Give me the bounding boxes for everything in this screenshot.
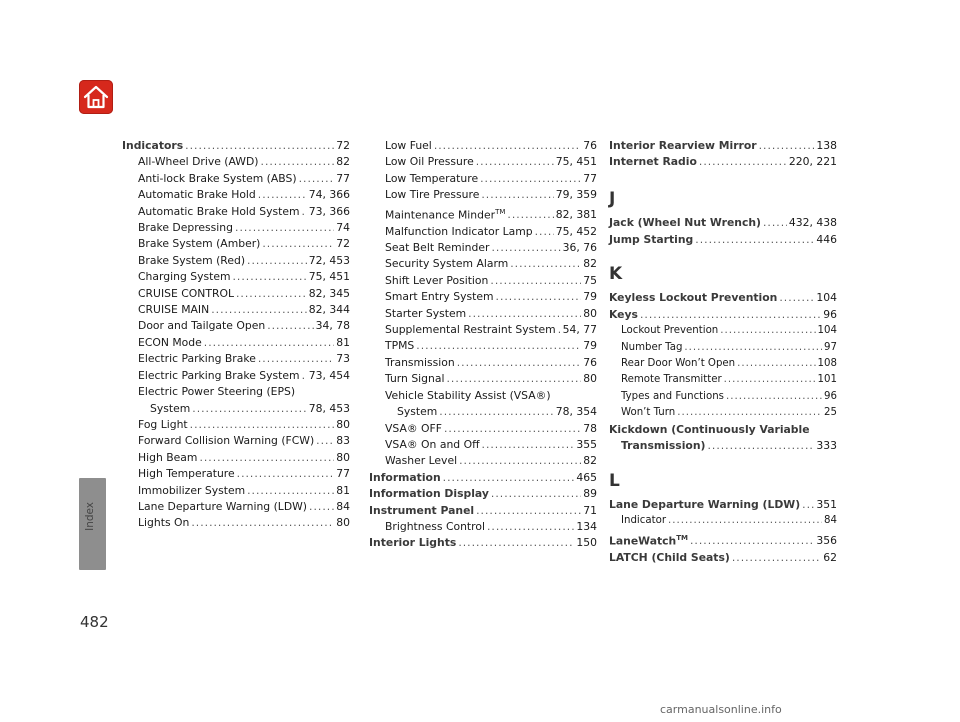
entry-term: Types and Functions xyxy=(621,390,724,402)
page-reference[interactable]: 74 xyxy=(336,221,350,235)
index-subentry[interactable] xyxy=(369,240,597,256)
index-subentry[interactable] xyxy=(122,171,350,187)
page-reference[interactable]: 82 xyxy=(583,257,597,271)
watermark: carmanualsonline.info xyxy=(660,703,782,716)
index-subentry[interactable] xyxy=(122,450,350,466)
index-entry[interactable] xyxy=(369,503,597,519)
index-subentry[interactable] xyxy=(369,256,597,272)
leader-dots xyxy=(459,453,581,469)
index-column-2 xyxy=(369,138,597,552)
index-subentry[interactable] xyxy=(122,515,350,531)
page-reference[interactable]: 79 xyxy=(583,339,597,353)
page-reference[interactable]: 220, 221 xyxy=(788,155,837,169)
index-subentry[interactable] xyxy=(122,204,350,220)
entry-term: Smart Entry System xyxy=(385,290,494,304)
entry-term: Lockout Prevention xyxy=(621,325,719,337)
entry-term: High Beam xyxy=(138,450,198,464)
entry-term: Electric Parking Brake xyxy=(138,352,256,366)
leader-dots xyxy=(535,224,554,240)
entry-term: Turn Signal xyxy=(385,372,445,386)
index-subentry[interactable] xyxy=(369,519,597,535)
leader-dots xyxy=(732,550,821,566)
page-reference[interactable]: 82 xyxy=(336,155,350,169)
page-reference[interactable]: 80 xyxy=(336,516,350,530)
entry-term: Keyless Lockout Prevention xyxy=(609,291,778,305)
index-subentry[interactable] xyxy=(369,273,597,289)
index-subentry[interactable] xyxy=(122,187,350,203)
entry-term: Indicator xyxy=(621,515,667,527)
index-subentry[interactable] xyxy=(122,483,350,499)
entry-term: Number Tag xyxy=(621,341,683,353)
trademark-mark: TM xyxy=(495,207,506,216)
page-reference[interactable]: 89 xyxy=(583,487,597,501)
index-subentry[interactable] xyxy=(369,187,597,203)
entry-term: Kickdown (Continuously Variable xyxy=(609,422,810,436)
leader-dots xyxy=(487,519,574,535)
page-reference[interactable]: 77 xyxy=(583,171,597,185)
page-reference[interactable]: 76 xyxy=(583,139,597,152)
section-letter: L xyxy=(609,470,620,491)
leader-dots xyxy=(726,389,822,405)
entry-term: Rear Door Won’t Open xyxy=(621,358,736,370)
leader-dots xyxy=(482,437,575,453)
index-subentry[interactable] xyxy=(369,404,597,420)
entry-term: Vehicle Stability Assist (VSA®) xyxy=(385,388,551,402)
index-subentry[interactable] xyxy=(609,405,837,421)
leader-dots xyxy=(247,483,334,499)
entry-term: Electric Power Steering (EPS) xyxy=(138,385,296,399)
leader-dots xyxy=(510,256,581,272)
page-reference[interactable]: 75, 452 xyxy=(555,224,597,238)
page-reference[interactable]: 82 xyxy=(583,454,597,468)
leader-dots xyxy=(192,401,307,417)
leader-dots xyxy=(247,253,307,269)
leader-dots xyxy=(763,215,787,231)
page-reference[interactable]: 73, 366 xyxy=(308,204,350,218)
index-entry[interactable] xyxy=(369,486,597,502)
page-reference[interactable]: 78, 453 xyxy=(308,401,350,415)
leader-dots xyxy=(211,302,307,318)
index-subentry[interactable] xyxy=(369,171,597,187)
entry-term: Brake System (Red) xyxy=(138,253,246,267)
entry-term: Lights On xyxy=(138,516,190,530)
index-subentry[interactable] xyxy=(609,323,837,339)
entry-term: Low Temperature xyxy=(385,171,479,185)
leader-dots xyxy=(677,405,822,421)
leader-dots xyxy=(301,204,306,220)
leader-dots xyxy=(480,171,581,187)
index-entry xyxy=(609,422,837,438)
entry-term: Interior Lights xyxy=(369,536,457,550)
page-reference[interactable]: 96 xyxy=(824,390,837,402)
index-subentry[interactable] xyxy=(122,499,350,515)
index-subentry[interactable] xyxy=(369,138,597,154)
page-reference[interactable]: 25 xyxy=(824,407,837,419)
page-reference[interactable]: 82, 344 xyxy=(308,303,350,317)
entry-term: ECON Mode xyxy=(138,335,202,349)
page-reference[interactable]: 79 xyxy=(583,290,597,304)
index-subentry[interactable] xyxy=(369,224,597,240)
leader-dots xyxy=(235,220,334,236)
page-reference[interactable]: 74, 366 xyxy=(308,188,350,202)
leader-dots xyxy=(258,351,334,367)
page-reference[interactable]: 76 xyxy=(583,355,597,369)
page-reference[interactable]: 96 xyxy=(823,307,837,321)
leader-dots xyxy=(434,138,581,154)
entry-term: Anti-lock Brake System (ABS) xyxy=(138,171,297,185)
entry-term: Security System Alarm xyxy=(385,257,509,271)
page-reference[interactable]: 356 xyxy=(816,534,837,548)
leader-dots xyxy=(261,154,335,170)
page-reference[interactable]: 72, 453 xyxy=(308,253,350,267)
entry-term: CRUISE MAIN xyxy=(138,303,210,317)
index-subentry[interactable] xyxy=(369,338,597,354)
entry-term: Immobilizer System xyxy=(138,483,246,497)
leader-dots xyxy=(690,533,814,549)
page-reference[interactable]: 73 xyxy=(336,352,350,366)
leader-dots xyxy=(267,318,313,334)
leader-dots xyxy=(199,450,334,466)
page-reference[interactable]: 36, 76 xyxy=(562,241,597,255)
index-entry[interactable] xyxy=(609,215,837,231)
leader-dots xyxy=(443,470,575,486)
leader-dots xyxy=(668,513,822,529)
leader-dots xyxy=(724,372,816,388)
index-subentry[interactable] xyxy=(122,302,350,318)
page-reference[interactable]: 446 xyxy=(816,232,837,246)
leader-dots xyxy=(190,417,335,433)
index-subentry[interactable] xyxy=(609,356,837,372)
page-reference[interactable]: 78, 354 xyxy=(555,405,597,419)
index-entry[interactable] xyxy=(609,530,837,550)
leader-dots xyxy=(802,497,814,513)
leader-dots xyxy=(204,335,334,351)
index-subentry[interactable] xyxy=(122,351,350,367)
leader-dots xyxy=(707,438,814,454)
page-reference[interactable]: 77 xyxy=(336,171,350,185)
index-subentry[interactable] xyxy=(609,340,837,356)
trademark-mark: TM xyxy=(676,533,688,542)
entry-term: All-Wheel Drive (AWD) xyxy=(138,155,259,169)
index-entry[interactable] xyxy=(369,470,597,486)
index-subentry[interactable] xyxy=(122,236,350,252)
index-subentry[interactable] xyxy=(122,154,350,170)
entry-term: Brightness Control xyxy=(385,519,485,533)
page-reference[interactable]: 134 xyxy=(576,519,597,533)
index-subentry[interactable] xyxy=(609,389,837,405)
index-subentry[interactable] xyxy=(609,513,837,529)
entry-term: Won’t Turn xyxy=(621,407,676,419)
entry-term: Information xyxy=(369,470,441,484)
index-subentry xyxy=(369,388,597,404)
page-reference[interactable]: 81 xyxy=(336,335,350,349)
page-reference[interactable]: 150 xyxy=(576,536,597,550)
section-letter: K xyxy=(609,264,623,285)
leader-dots xyxy=(759,138,815,154)
entry-term: Electric Parking Brake System xyxy=(138,368,300,382)
index-subentry[interactable] xyxy=(122,368,350,384)
entry-term: LaneWatch™ xyxy=(609,533,688,548)
leader-dots xyxy=(316,433,334,449)
page-reference[interactable]: 77 xyxy=(336,467,350,481)
entry-term: Low Oil Pressure xyxy=(385,155,474,169)
page-reference[interactable]: 83 xyxy=(336,434,350,448)
leader-dots xyxy=(490,273,581,289)
index-subentry[interactable] xyxy=(369,306,597,322)
entry-term: Internet Radio xyxy=(609,155,697,169)
entry-term: High Temperature xyxy=(138,467,235,481)
entry-term: LATCH (Child Seats) xyxy=(609,550,730,564)
page-reference[interactable]: 80 xyxy=(336,417,350,431)
index-entry[interactable] xyxy=(609,232,837,248)
page-reference[interactable]: 78 xyxy=(583,421,597,435)
entry-term: Door and Tailgate Open xyxy=(138,319,266,333)
entry-term: Interior Rearview Mirror xyxy=(609,139,757,152)
page-reference[interactable]: 34, 78 xyxy=(315,319,350,333)
leader-dots xyxy=(302,368,307,384)
entry-term: Brake Depressing xyxy=(138,221,234,235)
page-reference[interactable]: 465 xyxy=(576,470,597,484)
leader-dots xyxy=(447,371,582,387)
page-reference[interactable]: 355 xyxy=(576,437,597,451)
leader-dots xyxy=(444,421,581,437)
entry-term: Charging System xyxy=(138,270,231,284)
entry-term: Brake System (Amber) xyxy=(138,237,261,251)
leader-dots xyxy=(439,404,554,420)
leader-dots xyxy=(299,171,335,187)
entry-term: Jack (Wheel Nut Wrench) xyxy=(609,216,761,230)
page-reference[interactable]: 71 xyxy=(583,503,597,517)
entry-term: Malfunction Indicator Lamp xyxy=(385,224,533,238)
page-reference[interactable]: 80 xyxy=(583,306,597,320)
index-subentry[interactable] xyxy=(369,204,597,224)
page-number: 482 xyxy=(80,613,109,631)
leader-dots xyxy=(237,466,335,482)
entry-term: Jump Starting xyxy=(609,232,694,246)
index-subentry[interactable] xyxy=(122,417,350,433)
page-reference[interactable]: 101 xyxy=(817,374,837,386)
leader-dots xyxy=(695,232,814,248)
leader-dots xyxy=(457,355,582,371)
leader-dots xyxy=(262,236,334,252)
leader-dots xyxy=(185,138,334,154)
entry-term: Supplemental Restraint System xyxy=(385,323,556,337)
entry-term: Fog Light xyxy=(138,417,188,431)
leader-dots xyxy=(491,486,581,502)
leader-dots xyxy=(481,187,553,203)
leader-dots xyxy=(258,187,307,203)
page-reference[interactable]: 81 xyxy=(336,483,350,497)
index-subentry[interactable] xyxy=(122,466,350,482)
entry-term: Lane Departure Warning (LDW) xyxy=(138,499,308,513)
page-reference[interactable]: 79, 359 xyxy=(555,188,597,202)
leader-dots xyxy=(558,322,561,338)
index-entry[interactable] xyxy=(369,535,597,551)
page-reference[interactable]: 72 xyxy=(336,237,350,251)
page-reference[interactable]: 432, 438 xyxy=(788,216,837,230)
leader-dots xyxy=(779,290,814,306)
entry-term: Low Fuel xyxy=(385,139,432,152)
index-subentry xyxy=(122,384,350,400)
entry-term: Indicators xyxy=(122,139,184,152)
page-reference[interactable]: 75, 451 xyxy=(308,270,350,284)
index-entry[interactable] xyxy=(609,307,837,323)
section-letter: J xyxy=(609,188,616,209)
index-subentry[interactable] xyxy=(369,154,597,170)
index-subentry[interactable] xyxy=(369,322,597,338)
leader-dots xyxy=(737,356,815,372)
leader-dots xyxy=(720,323,815,339)
page-reference[interactable]: 75, 451 xyxy=(555,155,597,169)
home-icon xyxy=(83,85,109,109)
page-reference[interactable]: 73, 454 xyxy=(308,368,350,382)
index-subentry[interactable] xyxy=(122,286,350,302)
page-reference[interactable]: 62 xyxy=(823,550,837,564)
entry-term: Automatic Brake Hold xyxy=(138,188,256,202)
index-tab-label: Index xyxy=(84,502,96,531)
leader-dots xyxy=(236,286,307,302)
index-subentry[interactable] xyxy=(122,401,350,417)
page-reference[interactable]: 351 xyxy=(816,497,837,511)
page-reference[interactable]: 80 xyxy=(336,450,350,464)
index-subentry[interactable] xyxy=(122,335,350,351)
page-reference[interactable]: 82, 381 xyxy=(555,208,597,222)
entry-term: VSA® OFF xyxy=(385,421,442,435)
index-subentry[interactable] xyxy=(122,220,350,236)
entry-term: Seat Belt Reminder xyxy=(385,241,490,255)
index-entry[interactable] xyxy=(609,138,837,154)
index-entry[interactable] xyxy=(609,497,837,513)
index-subentry[interactable] xyxy=(122,433,350,449)
index-entry[interactable] xyxy=(609,438,837,454)
leader-dots xyxy=(699,154,787,170)
page-reference[interactable]: 84 xyxy=(336,499,350,513)
entry-term: System xyxy=(150,401,191,415)
entry-term: Transmission xyxy=(385,355,455,369)
index-subentry[interactable] xyxy=(369,289,597,305)
page-reference[interactable]: 104 xyxy=(816,291,837,305)
index-subentry[interactable] xyxy=(369,437,597,453)
entry-term: CRUISE CONTROL xyxy=(138,286,234,300)
leader-dots xyxy=(416,338,581,354)
leader-dots xyxy=(476,154,554,170)
entry-term: System xyxy=(397,405,438,419)
index-subentry[interactable] xyxy=(369,371,597,387)
index-subentry[interactable] xyxy=(609,372,837,388)
page-reference[interactable]: 97 xyxy=(824,341,837,353)
index-subentry[interactable] xyxy=(122,269,350,285)
entry-term: Forward Collision Warning (FCW) xyxy=(138,434,315,448)
leader-dots xyxy=(640,307,821,323)
index-subentry[interactable] xyxy=(369,355,597,371)
home-button[interactable] xyxy=(79,80,113,114)
index-entry[interactable] xyxy=(609,290,837,306)
leader-dots xyxy=(496,289,582,305)
index-subentry[interactable] xyxy=(122,253,350,269)
index-entry[interactable] xyxy=(609,550,837,566)
leader-dots xyxy=(507,207,553,223)
index-column-3 xyxy=(609,138,837,566)
leader-dots xyxy=(684,340,822,356)
entry-term: Automatic Brake Hold System xyxy=(138,204,300,218)
leader-dots xyxy=(476,503,581,519)
index-subentry[interactable] xyxy=(369,421,597,437)
page-reference[interactable]: 104 xyxy=(817,325,837,337)
page-reference[interactable]: 333 xyxy=(816,439,837,453)
entry-term: Keys xyxy=(609,307,638,321)
page-reference[interactable]: 138 xyxy=(816,139,837,152)
page-reference[interactable]: 80 xyxy=(583,372,597,386)
page-reference[interactable]: 84 xyxy=(824,515,837,527)
page-reference[interactable]: 108 xyxy=(817,358,837,370)
index-subentry[interactable] xyxy=(369,453,597,469)
leader-dots xyxy=(491,240,560,256)
leader-dots xyxy=(309,499,334,515)
entry-term: Low Tire Pressure xyxy=(385,188,480,202)
entry-term: Starter System xyxy=(385,306,467,320)
entry-term: Remote Transmitter xyxy=(621,374,722,386)
entry-term: Washer Level xyxy=(385,454,458,468)
leader-dots xyxy=(233,269,307,285)
page-reference[interactable]: 72 xyxy=(336,139,350,152)
page-reference[interactable]: 82, 345 xyxy=(308,286,350,300)
page-reference[interactable]: 54, 77 xyxy=(562,323,597,337)
entry-term: Instrument Panel xyxy=(369,503,475,517)
page-reference[interactable]: 75 xyxy=(583,273,597,287)
entry-term: VSA® On and Off xyxy=(385,437,480,451)
index-subentry[interactable] xyxy=(122,318,350,334)
entry-term: Information Display xyxy=(369,487,489,501)
entry-term: Maintenance Minder™ xyxy=(385,207,506,222)
entry-term: Lane Departure Warning (LDW) xyxy=(609,497,801,511)
leader-dots xyxy=(468,306,581,322)
index-entry[interactable] xyxy=(122,138,350,154)
index-column-1 xyxy=(122,138,350,532)
entry-term: Transmission) xyxy=(621,439,706,453)
entry-term: TPMS xyxy=(385,339,415,353)
entry-term: Shift Lever Position xyxy=(385,273,489,287)
leader-dots xyxy=(191,515,334,531)
leader-dots xyxy=(458,535,574,551)
index-entry[interactable] xyxy=(609,154,837,170)
